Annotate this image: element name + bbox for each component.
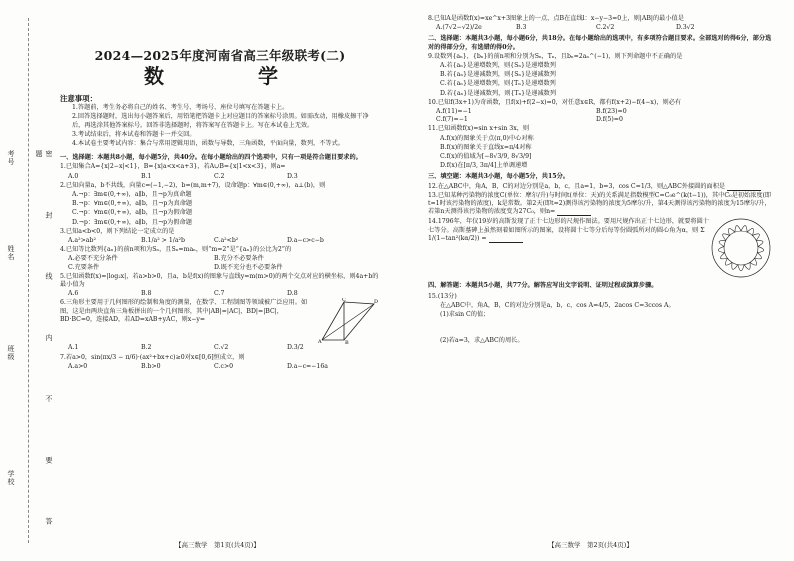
- question-4: 4.已知等比数列{aₙ}的前n项和为Sₙ，且Sₙ=maₙ，则“m=2”是“{aₙ}的公比为2”的: [60, 246, 292, 254]
- petal: [718, 247, 724, 253]
- option: A.0: [68, 172, 79, 180]
- notice-heading: 注意事项：: [60, 94, 97, 103]
- option: C.7: [214, 290, 225, 298]
- seal-line: [28, 18, 29, 543]
- question-15-part-1: (1)求sin C的值；: [440, 311, 490, 319]
- option: A.¬p：∃m∈(0,+∞)，a∥b，且¬p为真命题: [72, 191, 192, 199]
- option: B.b>0: [141, 362, 161, 370]
- petal: [747, 229, 753, 236]
- section-heading: 三、填空题：本题共3小题，每小题5分，共15分。: [428, 173, 569, 181]
- subject-title: 数 学: [144, 64, 296, 88]
- notice-item: 2.回答选择题时，选出每小题答案后，用铅笔把答题卡上对应题目的答案标号涂黑。如需改动，用橡皮擦干净后，再选涂其他答案标号。回答非选择题时，将答案写在答题卡上。写在本试卷上无效。: [72, 113, 369, 129]
- question-14: [428, 218, 710, 278]
- option: B.8: [141, 290, 152, 298]
- svg-text:C: C: [342, 298, 346, 304]
- section-heading: 二、选择题：本题共3小题，每小题6分，共18分。在每小题给出的选项中，有多项符合题目要求。全部选对的得6分，部分选对的得部分分，有选错的得0分。: [428, 35, 772, 51]
- class-label: 班级: [7, 345, 15, 361]
- option: A.f(11)=−1: [436, 108, 472, 116]
- petal: [744, 263, 750, 270]
- right-column: [428, 14, 776, 346]
- triangle-figure: [318, 298, 378, 344]
- question-14-text: 14.1796年，年仅19岁的高斯发现了正十七边形的尺规作图法。要用尺规作出正十七边形，就要将圆十七等分。高斯墓碑上虽然刻着如图所示的图案，设将圆十七等分后每等份圆弧所对的圆心角为α，则 Σ 1/(1−tan²(kα/2)) =: [428, 218, 709, 242]
- question-2: 2.已知向量a，b不共线，向量c=(−1,−2)，b=(m,m+7)，设命题p：∀m∈(0,+∞)，a⊥(b)，则: [60, 181, 326, 189]
- option: B.¬p：∀m∈(0,+∞)，a∥b，且¬p为真命题: [72, 200, 193, 208]
- question-7: 7.若a>0，sin(πx/3 − π/6)·(ax²+bx+c)≥0对x∈[0,6]恒成立，则: [60, 353, 245, 361]
- option: A.a>0: [68, 362, 88, 370]
- question-6: 6.三角形主要用于几何图形的绘制和角度的测量，在数学、工程制图等领域被广泛应用。如图，这是由两块直角三角板拼出的一个几何图形，其中|AB|=|AC|，BD|=|BC|，BD·BC=0，连接AD，若AD=xAB+yAC，则x−y=: [60, 299, 308, 323]
- inner-circle: [724, 231, 758, 265]
- section-heading: 一、选择题：本题共8小题，每小题5分，共40分。在每小题给出的四个选项中，只有一项是符合题目要求的。: [60, 154, 362, 162]
- seal-notice: 密 封 线 内 不 要 答 题: [35, 150, 53, 551]
- option: A.必要不充分条件: [68, 255, 118, 263]
- petal: [755, 253, 762, 259]
- option: D.3/2: [287, 344, 304, 352]
- school-label: 学校: [7, 470, 15, 486]
- petal: [757, 247, 763, 253]
- option: D.既不充分也不必要条件: [214, 263, 283, 271]
- option: B.若{aₙ}是递减数列，则{Sₙ}是递减数列: [440, 71, 556, 79]
- q4-options-b: [60, 264, 380, 272]
- option: D.8: [287, 290, 298, 298]
- question-14-block: [428, 217, 776, 279]
- notice-item: 1.答题前，考生务必将自己的姓名、考生号、考场号、座位号填写在答题卡上。: [72, 104, 289, 112]
- option: C.√2: [214, 344, 229, 352]
- left-column: [60, 14, 380, 371]
- option: A.a²>ab²: [68, 237, 96, 245]
- option: C.充要条件: [68, 263, 100, 271]
- page-footer-left: 【高三数学 第1页(共4页)】: [175, 541, 260, 549]
- question-12: [428, 183, 776, 191]
- exam-no-label: 考号: [7, 150, 15, 166]
- option: C.2√2: [596, 24, 615, 32]
- question-12-text: 12.在△ABC中，角A，B，C的对边分别是a，b，c，且a=1，b=3，cos C=1/3，则△ABC外接圆的面积是: [428, 182, 726, 190]
- petal: [728, 229, 734, 236]
- binding-gutter: [0, 0, 58, 561]
- option: A.6: [68, 290, 79, 298]
- option: B.2: [141, 344, 152, 352]
- petal: [732, 263, 738, 270]
- option: B.1/a² > 1/a²b: [141, 237, 185, 245]
- question-10: 10.已知f(3x+1)为奇函数，且f(x)+f(2−x)=0，对任意x∈R，都有f(x+2)−f(4−x)，则必有: [428, 98, 682, 106]
- answer-blank: [727, 184, 761, 191]
- notice-item: 3.考试结束后，将本试卷和答题卡一并交回。: [72, 130, 196, 138]
- section-heading: 四、解答题：本题共5小题，共77分。解答应写出文字说明、证明过程或演算步骤。: [428, 282, 658, 290]
- option: C.c>0: [214, 362, 234, 370]
- option: A.(7√2−√2)/2e: [436, 24, 482, 32]
- option: B.1: [141, 172, 152, 180]
- petal: [738, 265, 744, 271]
- q1-options: [60, 173, 380, 181]
- option: D.a−c>c−b: [287, 237, 324, 245]
- option: B.3: [516, 24, 527, 32]
- question-15-body: 在△ABC中，角A，B，C的对边分别是a，b，c，cos A=4/5，2acos C=3ccos A。: [440, 301, 675, 309]
- q10-options-b: [428, 116, 776, 124]
- q3-options: [60, 237, 380, 245]
- option: D.f(5)=0: [596, 116, 623, 124]
- option: D.¬p：∃m∈(0,+∞)，a∥b，且¬p为假命题: [72, 218, 192, 226]
- option: B.f(23)=0: [596, 108, 627, 116]
- option: D.a−c=−16a: [287, 362, 328, 370]
- option: C.若{aₙ}是递增数列，则{Tₙ}是递增数列: [440, 80, 556, 88]
- question-1: 1.已知集合A={x|2−x|<1}，B={x|a<x<a+3}，若A∪B={x|1<x<3}，则a=: [60, 163, 286, 171]
- question-9: 9.设数列{aₙ}，{bₙ}的前n项和分别为Sₙ，Tₙ，且bₙ=2aₙ^(−1)，则下列命题中不正确的是: [428, 52, 683, 60]
- heptadecagon-figure: [710, 217, 772, 279]
- answer-blank: [489, 236, 523, 243]
- question-3: 3.已知a<b<0，则下列结论一定成立的是: [60, 227, 175, 235]
- question-15-part-2: (2)若a=3，求△ABC的周长。: [440, 337, 524, 345]
- question-8: 8.已知A是函数f(x)=xe^x+3图象上的一点，点B在直线l：x−y−3=0上，则|AB|的最小值是: [428, 15, 684, 22]
- option: C.¬p：∀m∈(0,+∞)，a∥b，且¬p为假命题: [72, 209, 193, 217]
- option: D.3√2: [676, 24, 695, 32]
- option: D.若{aₙ}是递减数列，则{Tₙ}是递减数列: [440, 89, 557, 97]
- exam-title: 2024—2025年度河南省高三年级联考(二): [94, 48, 346, 63]
- option: B.f(x)的图象关于直线x=π/4对称: [440, 143, 532, 151]
- question-13-text: 13.已知某种污染物的浓度C(单位：摩尔/升)与时间t(单位：天)的关系满足指数模型C=C₀e^(k(t−1))，其中C₀是初始浓度(即t=1时该污染物的浓度)，k是常数。第2天(即t=2)测得该污染物的浓度为5摩尔/升，第4天测得该污染物的浓度为15摩尔/升，若第n天测得该污染物的浓度变为27C₀，则n=: [428, 191, 772, 216]
- option: A.1: [68, 344, 79, 352]
- option: C.f(7)=−1: [436, 116, 468, 124]
- svg-text:B: B: [345, 340, 349, 345]
- question-5: 5.已知函数f(x)=|log₂x|，若a>b>0，且a，b是f(x)的图象与直线y=m(m>0)的两个交点对应的横坐标，则4a+b的最小值为: [60, 272, 379, 289]
- option: D.f(x)在[π/3, 3π/4]上单调递增: [440, 162, 528, 170]
- option: C.a²<b²: [214, 237, 239, 245]
- petal: [720, 253, 727, 259]
- page-footer-right: 【高三数学 第2页(共4页)】: [548, 541, 633, 549]
- svg-text:D: D: [374, 299, 378, 306]
- q7-options: [60, 363, 380, 371]
- question-13: [428, 192, 776, 217]
- name-label: 姓名: [7, 245, 15, 261]
- q6-options: [60, 344, 380, 352]
- svg-text:A: A: [318, 339, 322, 345]
- option: A.若{aₙ}是递增数列，则{Sₙ}是递增数列: [440, 62, 556, 70]
- option: C.f(x)的值域为[−8√3/9, 8√3/9]: [440, 153, 532, 161]
- notice-item: 4.本试卷主要考试内容：集合与常用逻辑用语，函数与导数，三角函数，平面向量，数列，不等式。: [72, 140, 344, 148]
- question-11: 11.已知函数f(x)=sin x+sin 3x，则: [428, 125, 530, 133]
- q8-options: [428, 24, 776, 32]
- option: B.充分不必要条件: [214, 255, 264, 263]
- q10-options-a: [428, 108, 776, 116]
- q5-options: [60, 290, 380, 298]
- question-6-block: [60, 298, 380, 344]
- option: D.3: [287, 172, 298, 180]
- option: C.2: [214, 172, 225, 180]
- option: A.f(x)的图象关于点(π,0)中心对称: [440, 134, 534, 142]
- q4-options-a: [60, 255, 380, 263]
- answer-blank: [557, 209, 591, 216]
- question-15: 15.(13分): [428, 292, 457, 300]
